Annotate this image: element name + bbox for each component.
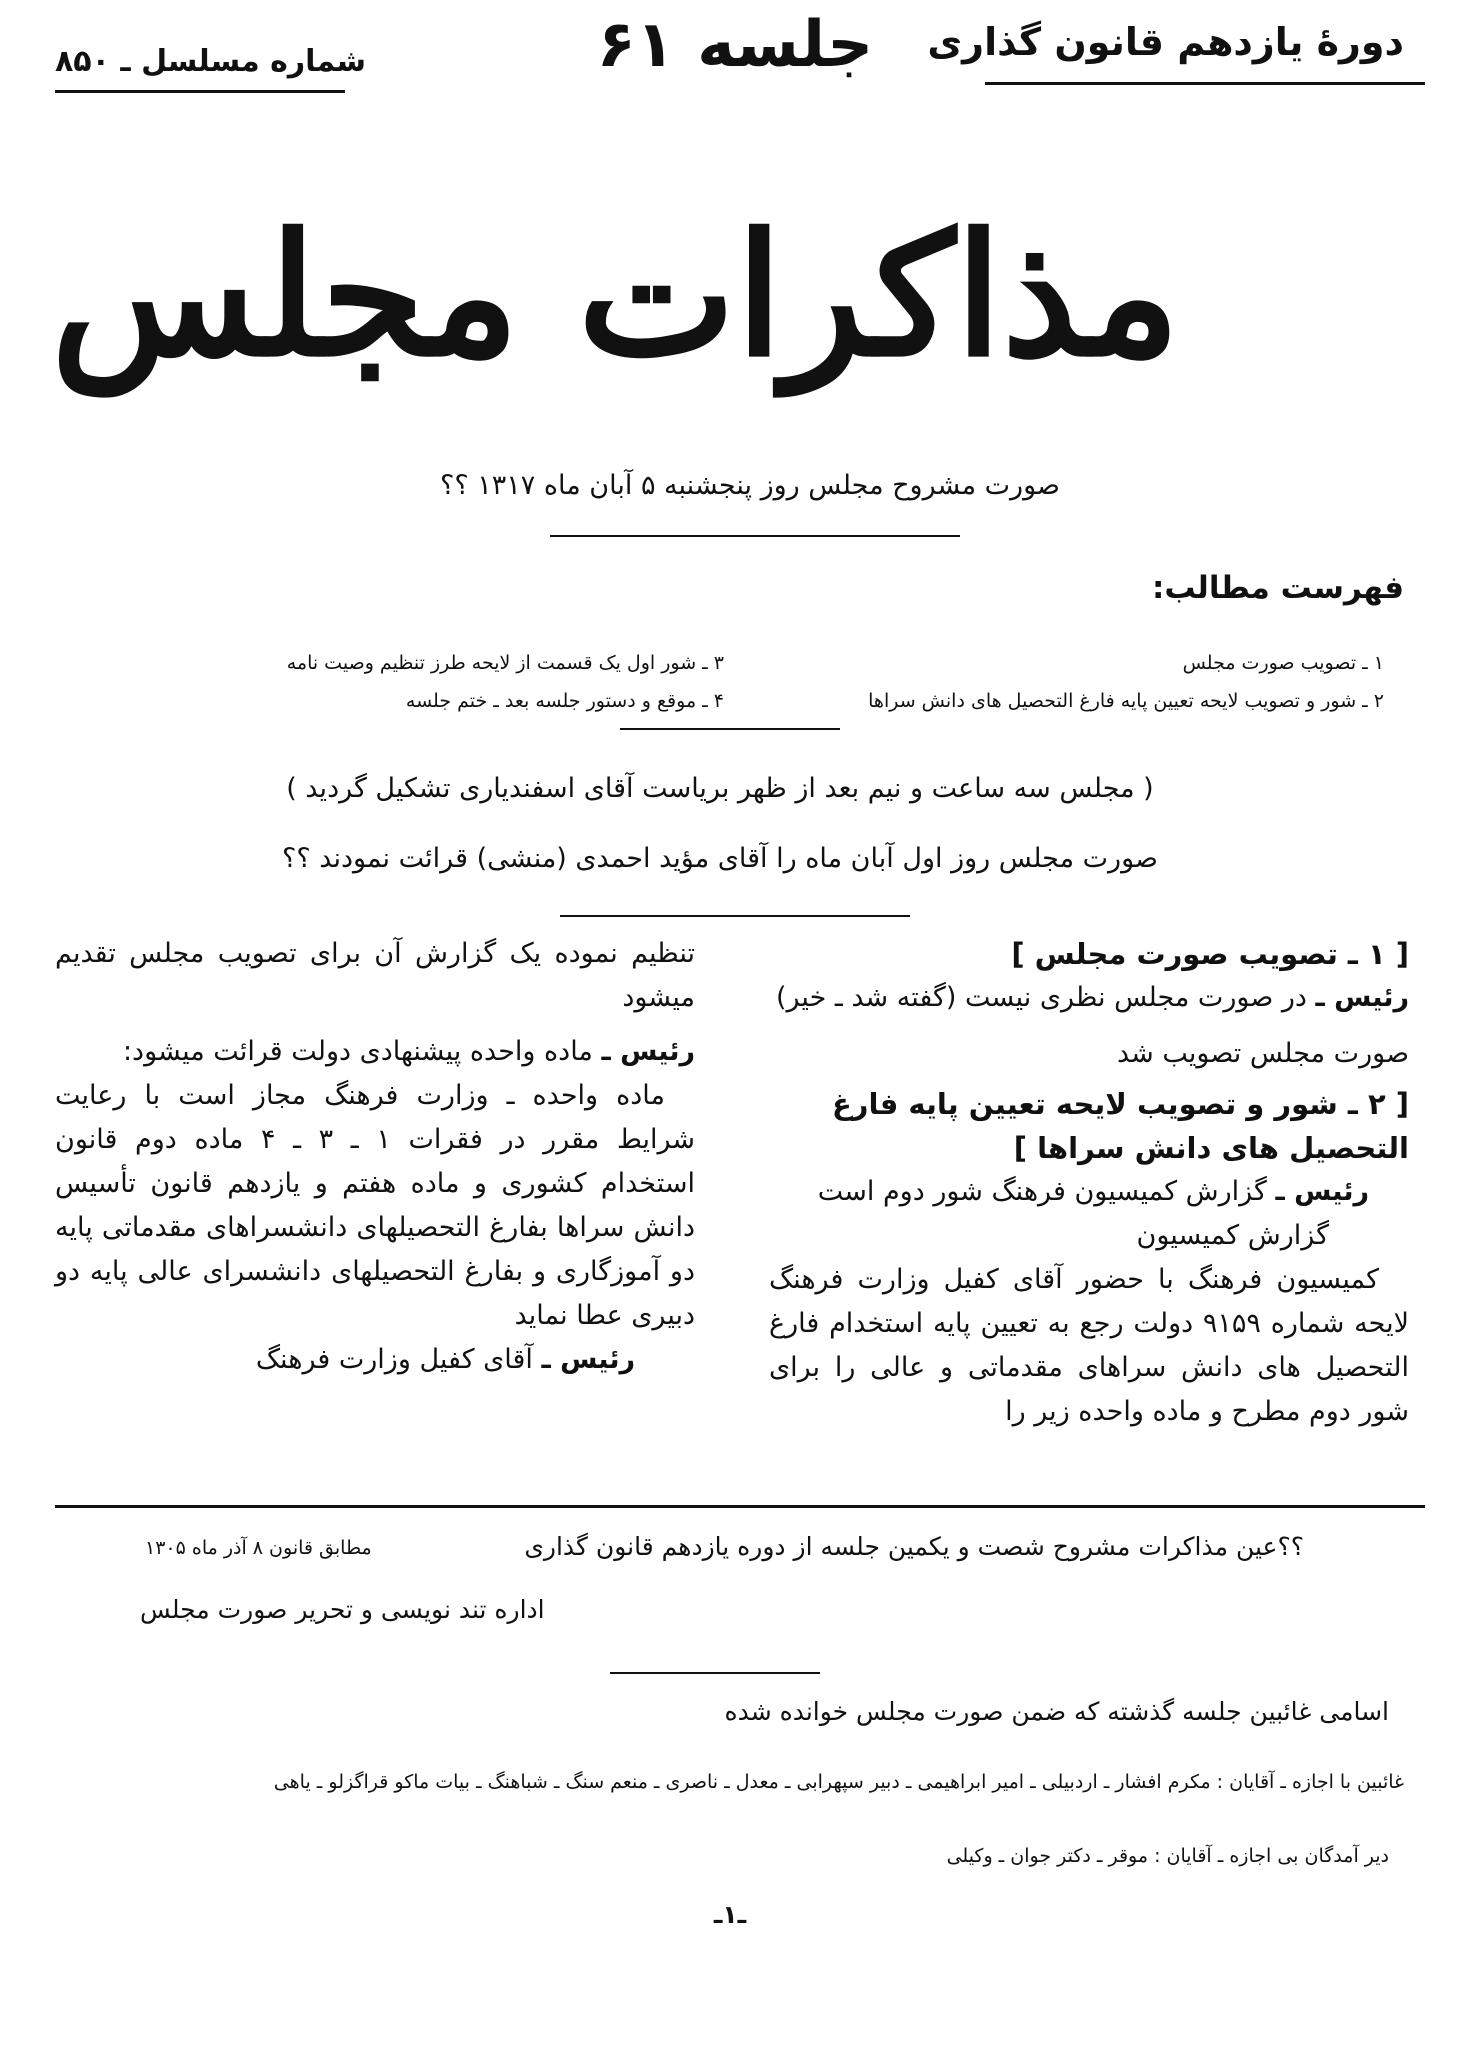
paragraph-text: ماده واحده پیشنهادی دولت قرائت میشود: (122, 1036, 593, 1067)
late-arrivals: دیر آمدگان بی اجازه ـ آقایان : موقر ـ دکتر جوان ـ وکیلی (946, 1845, 1389, 1867)
speaker-label: رئیس ـ (1275, 1176, 1369, 1207)
subtitle-rule (550, 535, 960, 537)
paragraph-text: گزارش کمیسیون فرهنگ شور دوم است (817, 1176, 1267, 1207)
short-divider (610, 1672, 820, 1674)
toc-title: فهرست مطالب: (1151, 570, 1404, 606)
paragraph (769, 1170, 1409, 1214)
paragraph (55, 1030, 695, 1074)
left-column (55, 932, 695, 1382)
minutes-read-line: صورت مجلس روز اول آبان ماه را آقای مؤید احمدی (منشی) قرائت نمودند ؟؟ (282, 843, 1158, 874)
session-number: جلسه ۶۱ (596, 8, 874, 82)
office-name: اداره تند نویسی و تحریر صورت مجلس (140, 1595, 545, 1624)
toc-item-3: ۳ ـ شور اول یک قسمت از لایحه طرز تنظیم وصیت نامه (286, 652, 724, 674)
paragraph-text: در صورت مجلس نظری نیست (گفته شد ـ خیر) (776, 982, 1307, 1013)
session-term: دورهٔ یازدهم قانون گذاری (927, 20, 1404, 64)
header-rule-right (985, 82, 1425, 85)
paragraph: صورت مجلس تصویب شد (1116, 1038, 1409, 1069)
right-column (769, 932, 1409, 1434)
toc-rule (620, 728, 840, 730)
speaker-label: رئیس ـ (1315, 982, 1409, 1013)
footer-rule (55, 1505, 1425, 1508)
paragraph: تنظیم نموده یک گزارش آن برای تصویب مجلس تقدیم میشود (55, 938, 695, 1013)
toc-item-2: ۲ ـ شور و تصویب لایحه تعیین پایه فارغ التحصیل های دانش سراها (868, 690, 1384, 712)
paragraph: کمیسیون فرهنگ با حضور آقای کفیل وزارت فرهنگ لایحه شماره ۹۱۵۹ دولت رجع به تعیین پایه استخدام فارغ التحصیل های دانش سراهای مقدماتی و عالی را برای شور دوم مطرح و ماده واحده زیر را (769, 1264, 1409, 1427)
page-number: ـ۱ـ (713, 1900, 747, 1929)
paragraph (55, 1338, 695, 1382)
section-heading-2: [ ۲ ـ شور و تصویب لایحه تعیین پایه فارغ التحصیل های دانش سراها ] (831, 1087, 1409, 1165)
paragraph (769, 976, 1409, 1020)
absentees-title: اسامی غائبین جلسه گذشته که ضمن صورت مجلس خوانده شده (724, 1697, 1389, 1726)
paragraph: ماده واحده ـ وزارت فرهنگ مجاز است با رعایت شرایط مقرر در فقرات ۱ ـ ۳ ـ ۴ ماده دوم قانون استخدام کشوری و ماده هفتم و یازدهم قانون تأسیس دانش سراها بفارغ التحصیلهای دانشسراهای مقدماتی پایه دو آموزگاری و بفارغ التحصیلهای دانشسرای عالی پایه دو دبیری عطا نماید (55, 1080, 696, 1331)
section-heading-1: [ ۱ ـ تصویب صورت مجلس ] (1011, 937, 1409, 971)
opening-statement: ( مجلس سه ساعت و نیم بعد از ظهر بریاست آقای اسفندیاری تشکیل گردید ) (286, 773, 1154, 804)
section-divider (560, 915, 910, 917)
footnote-law: مطابق قانون ۸ آذر ماه ۱۳۰۵ (145, 1537, 372, 1559)
absentees-with-permission: غائبین با اجازه ـ آقایان : مکرم افشار ـ اردبیلی ـ امیر ابراهیمی ـ دبیر سپهرابی ـ معدل ـ ناصری ـ منعم سنگ ـ شباهنگ ـ بیات ماکو قراگزلو ـ یاهی (273, 1771, 1404, 1793)
toc-item-4: ۴ ـ موقع و دستور جلسه بعد ـ ختم جلسه (405, 690, 724, 712)
speaker-label: رئیس ـ (541, 1344, 635, 1375)
paragraph: گزارش کمیسیون (1136, 1220, 1329, 1251)
header-rule-left (55, 90, 345, 93)
serial-number: شماره مسلسل ـ ۸۵۰ (55, 44, 367, 79)
speaker-label: رئیس ـ (601, 1036, 695, 1067)
masthead-title: مذاکرات مجلس (50, 196, 1180, 394)
footnote-transcript: ؟؟عین مذاکرات مشروح شصت و یکمین جلسه از دوره یازدهم قانون گذاری (524, 1532, 1304, 1561)
paragraph-text: آقای کفیل وزارت فرهنگ (255, 1344, 533, 1375)
session-date-line: صورت مشروح مجلس روز پنجشنبه ۵ آبان ماه ۱۳۱۷ ؟؟ (440, 470, 1060, 501)
toc-item-1: ۱ ـ تصویب صورت مجلس (1182, 652, 1384, 674)
